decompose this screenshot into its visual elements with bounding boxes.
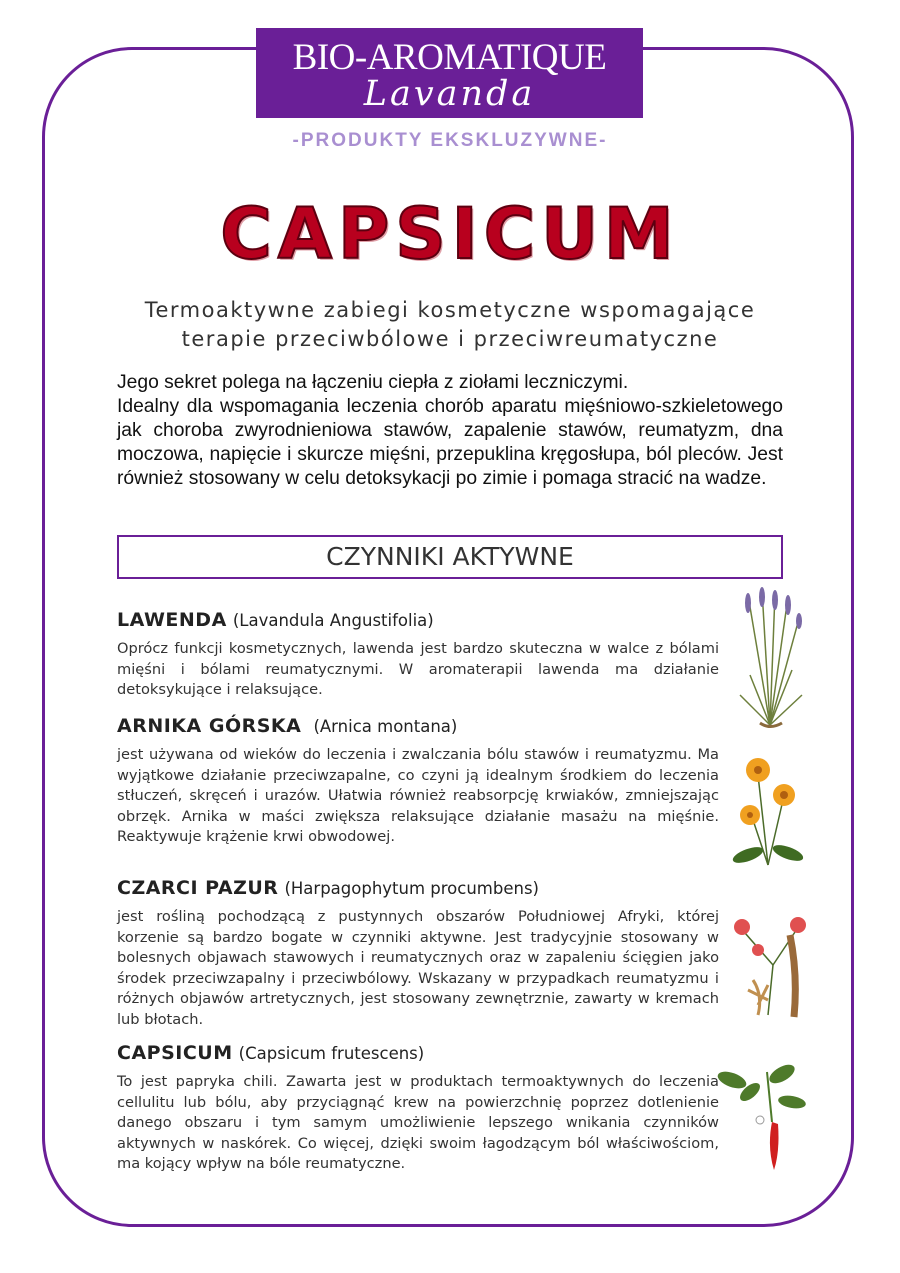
ingredient-description: Oprócz funkcji kosmetycznych, lawenda jest bardzo skuteczna w walce z bólami mięśni i bólami reumatycznymi. W aromaterapii lawenda ma działanie detoksykujące i relaksujące. (117, 640, 719, 698)
ingredient-description: To jest papryka chili. Zawarta jest w produktach termoaktywnych do leczenia cellulitu lub bólu, aby przyciągnąć krew na powierzchnię poprzez dotlenienie danego obszaru i tym samym umożliwienie lepszego wnikania czynników aktywnych w naskórek. Co więcej, dzięki swoim łagodzącym ból właściwościom, ma kojący wpływ na bóle reumatyczne. (117, 1073, 719, 1172)
brand-logo (256, 28, 643, 118)
section-heading: CZYNNIKI AKTYWNE (117, 535, 783, 579)
subtitle-line-1: Termoaktywne zabiegi kosmetyczne wspomagające (144, 298, 756, 322)
ingredient-lavender (117, 608, 719, 701)
ingredient-name: LAWENDA (117, 609, 227, 631)
intro-paragraph: Idealny dla wspomagania leczenia chorób aparatu mięśniowo-szkieletowego jak choroba zwyrodnieniowa stawów, zapalenie stawów, reumatyzm, dna moczowa, napięcie i skurcze mięśni, przepuklina kręgosłupa, ból pleców. Jest również stosowany w celu detoksykacji po zimie i pomaga stracić na wadze. (117, 396, 783, 489)
ingredient-latin: (Capsicum frutescens) (238, 1044, 425, 1063)
ingredient-arnica (117, 714, 719, 848)
product-subtitle (60, 296, 840, 354)
product-title-text: CAPSICUM (220, 193, 680, 275)
ingredient-name: CAPSICUM (117, 1042, 233, 1064)
ingredient-capsicum (117, 1041, 719, 1175)
intro-line-1: Jego sekret polega na łączeniu ciepła z ziołami leczniczymi. (117, 372, 629, 393)
ingredient-heading (117, 1041, 719, 1066)
brand-subname: Lavanda (363, 74, 536, 114)
arnica-plant-icon (728, 755, 808, 870)
devils-claw-plant-icon (728, 905, 813, 1025)
ingredient-name: ARNIKA GÓRSKA (117, 715, 302, 737)
tagline: -PRODUKTY EKSKLUZYWNE- (292, 130, 608, 151)
ingredient-latin: (Arnica montana) (313, 717, 458, 736)
subtitle-line-2: terapie przeciwbólowe i przeciwreumatyczne (181, 327, 719, 351)
ingredient-name: CZARCI PAZUR (117, 877, 279, 899)
brand-name: BIO-AROMATIQUE (292, 37, 607, 78)
ingredient-heading (117, 876, 719, 901)
ingredient-latin: (Lavandula Angustifolia) (232, 611, 434, 630)
ingredient-heading (117, 608, 719, 633)
chili-pepper-plant-icon (712, 1062, 812, 1172)
ingredient-devils-claw (117, 876, 719, 1030)
intro-text (117, 371, 783, 491)
ingredient-latin: (Harpagophytum procumbens) (284, 879, 539, 898)
ingredient-description: jest rośliną pochodzącą z pustynnych obszarów Południowej Afryki, której korzenie są bardzo bogate w czynniki aktywne. Jest tradycyjnie stosowany w bolesnych objawach stawowych i reumatycznych oraz w zapaleniu ścięgien jako środek przeciwzapalny i przeciwbólowy. Wskazany w przypadkach reumatyzmu i różnych objawów artretycznych, jest stosowany zewnętrznie, zawarty w kremach lub błotach. (117, 908, 719, 1028)
lavender-plant-icon (730, 585, 810, 730)
product-title (0, 193, 900, 275)
ingredient-description: jest używana od wieków do leczenia i zwalczania bólu stawów i reumatyzmu. Ma wyjątkowe działanie przeciwzapalne, co czyni ją idealnym środkiem do leczenia stłuczeń, skręceń i urazów. Ułatwia również reabsorpcję krwiaków, zmniejszając obrzęk. Arnika w maści zwiększa relaksujące działanie masażu na mięśnie. Reaktywuje krążenie krwi obwodowej. (117, 746, 719, 845)
ingredient-heading (117, 714, 719, 739)
